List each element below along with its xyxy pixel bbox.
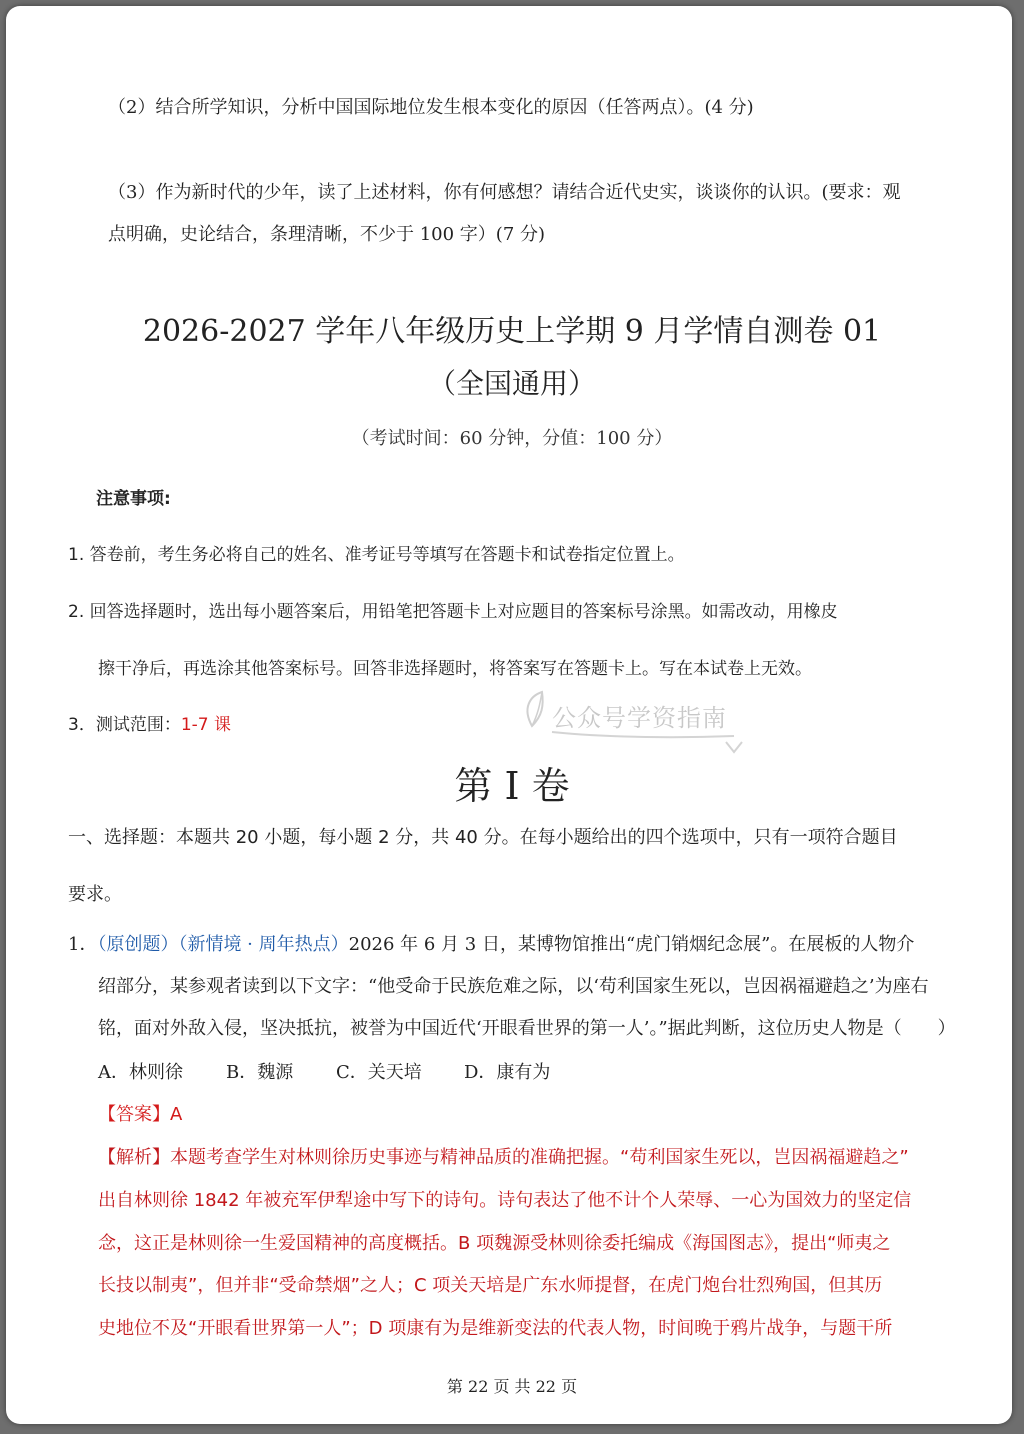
option-c: C．关天培	[336, 1062, 422, 1083]
explanation-line5: 史地位不及“开眼看世界第一人”；D 项康有为是维新变法的代表人物，时间晚于鸦片战争，与题干所	[98, 1318, 893, 1339]
question-1-line2: 绍部分，某参观者读到以下文字：“他受命于民族危难之际，以‘苟利国家生死以，岂因祸福避趋之’为座右	[98, 976, 929, 997]
question-3-text-line2: 点明确，史论结合，条理清晰，不少于 100 字）(7 分)	[108, 224, 546, 245]
notice-item-1: 1. 答卷前，考生务必将自己的姓名、准考证号等填写在答题卡和试卷指定位置上。	[68, 545, 685, 565]
question-3-text-line1: （3）作为新时代的少年，读了上述材料，你有何感想？请结合近代史实，谈谈你的认识。(要求：观	[108, 182, 901, 203]
notice-item-2-line1: 2. 回答选择题时，选出每小题答案后，用铅笔把答题卡上对应题目的答案标号涂黑。如需改动，用橡皮	[68, 602, 838, 622]
exam-meta: （考试时间：60 分钟，分值：100 分）	[351, 428, 673, 449]
question-1-number: 1．	[68, 934, 98, 955]
explanation-line3: 念，这正是林则徐一生爱国精神的高度概括。B 项魏源受林则徐委托编成《海国图志》，提出“师夷之	[98, 1233, 891, 1254]
explanation-line4: 长技以制夷”，但并非“受命禁烟”之人；C 项关天培是广东水师提督，在虎门炮台壮烈殉国，但其历	[98, 1275, 883, 1296]
exam-subtitle: （全国通用）	[427, 367, 596, 400]
explanation-line1: 【解析】本题考查学生对林则徐历史事迹与精神品质的准确把握。“苟利国家生死以，岂因祸福避趋之”	[98, 1147, 909, 1168]
option-a: A．林则徐	[98, 1062, 183, 1083]
exam-title: 2026-2027 学年八年级历史上学期 9 月学情自测卷 01	[142, 314, 882, 349]
explanation-line2: 出自林则徐 1842 年被充军伊犁途中写下的诗句。诗句表达了他不计个人荣辱、一心为国效力的坚定信	[98, 1190, 912, 1211]
option-b: B．魏源	[226, 1062, 294, 1083]
question-1-line3: 铭，面对外敌入侵，坚决抵抗，被誉为中国近代‘开眼看世界的第一人’。”据此判断，这位历史人物是（ ）	[98, 1018, 956, 1039]
question-1-stem-start: 2026 年 6 月 3 日，某博物馆推出“虎门销烟纪念展”。在展板的人物介	[348, 934, 915, 955]
option-d: D．康有为	[464, 1062, 551, 1083]
watermark-text: 公众号学资指南	[552, 704, 727, 732]
test-scope: 1-7 课	[180, 715, 231, 735]
watermark	[512, 686, 752, 766]
question-2-text: （2）结合所学知识，分析中国国际地位发生根本变化的原因（任答两点）。(4 分)	[108, 97, 754, 118]
section-title: 第 I 卷	[454, 764, 570, 808]
question-1-tag: （原创题）（新情境 · 周年热点）	[97, 934, 349, 955]
section-intro-line2: 要求。	[68, 884, 122, 905]
page-footer: 第 22 页 共 22 页	[446, 1377, 578, 1396]
notice-item-3	[68, 710, 231, 735]
notice-item-2-line2: 擦干净后，再选涂其他答案标号。回答非选择题时，将答案写在答题卡上。写在本试卷上无效。	[98, 659, 812, 679]
answer-text: 【答案】A	[98, 1104, 183, 1125]
question-1-line1	[68, 930, 914, 956]
notice-heading: 注意事项:	[96, 489, 171, 509]
section-intro-line1: 一、选择题：本题共 20 小题，每小题 2 分，共 40 分。在每小题给出的四个选项中，只有一项符合题目	[68, 827, 898, 848]
notice-item-3-label: 3．测试范围：	[68, 715, 181, 735]
